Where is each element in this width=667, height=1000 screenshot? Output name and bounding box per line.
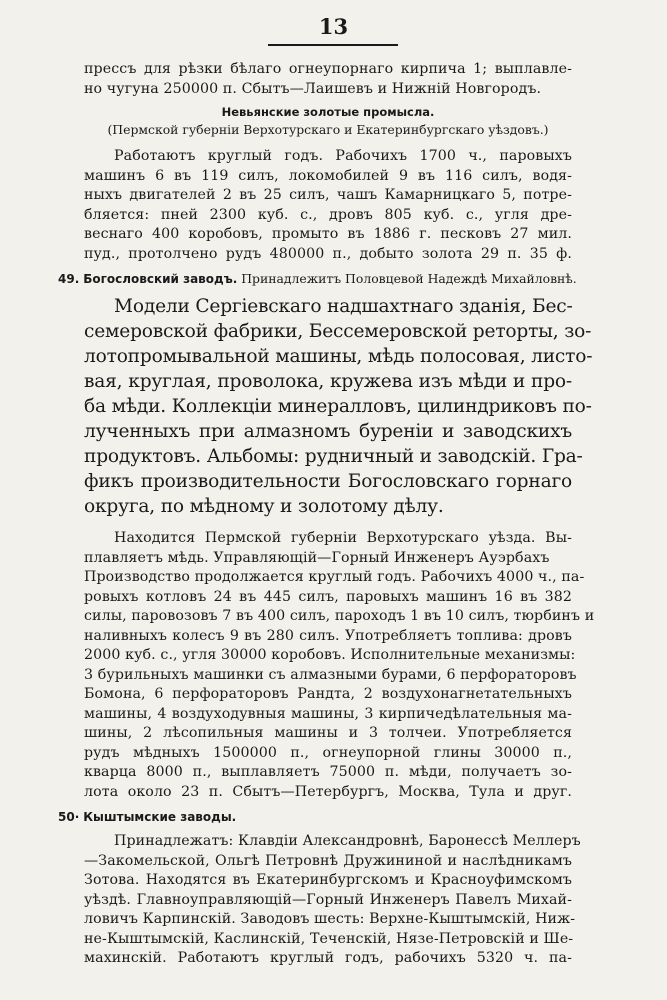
text-line: плавляетъ мѣдь. Управляющій—Горный Инженеръ Ауэрбахъ <box>84 549 550 566</box>
entry-49-heading <box>58 270 577 288</box>
entry-name: Кыштымские заводы. <box>83 810 237 824</box>
spacer <box>84 519 572 529</box>
text-line: машины, 4 воздуходувныя машины, 3 кирпичедѣлательныя ма- <box>84 705 572 722</box>
page-number: 13 <box>318 14 349 39</box>
section-title-nevyansk: Невьянские золотые промысла. <box>221 105 435 119</box>
exhibit-line: семеровской фабрики, Бессемеровской реторты, зо- <box>84 321 592 342</box>
text-line: не-Кыштымскій, Каслинскій, Теченскій, Нязе-Петровскій и Ше- <box>84 930 574 947</box>
text-line: уѣздѣ. Главноуправляющій—Горный Инженеръ Павелъ Михай- <box>84 891 572 908</box>
text-line: пуд., протолчено рудъ 480000 п., добыто золота 29 п. 35 ф. <box>84 245 572 262</box>
exhibit-line: продуктовъ. Альбомы: рудничный и заводскій. Гра- <box>84 446 583 467</box>
exhibit-line: фикъ производительности Богословскаго горнаго <box>84 471 572 492</box>
entry-50-paragraph <box>84 832 581 969</box>
exhibit-line: Модели Сергіевскаго надшахтнаго зданія, Бес- <box>114 296 573 317</box>
text-line: —Закомельской, Ольгѣ Петровнѣ Дружининой и наслѣдникамъ <box>84 852 572 869</box>
continued-paragraph <box>84 60 572 99</box>
text-line: Бомона, 6 перфораторовъ Рандта, 2 воздухонагнетательныхъ <box>84 686 572 702</box>
exhibit-line: ба мѣди. Коллекціи минералловъ, цилиндриковъ по- <box>84 396 592 417</box>
entry-49-paragraph <box>84 529 595 802</box>
text-line: Зотова. Находятся въ Екатеринбургскомъ и Красноуфимскомъ <box>84 872 572 888</box>
entry-owner: Принадлежитъ Половцевой Надеждѣ Михайловнѣ. <box>241 271 577 286</box>
entry-number: 49. <box>58 272 80 286</box>
section-location: (Пермской губерніи Верхотурскаго и Екатеринбургскаго уѣздовъ.) <box>107 122 549 137</box>
text-line: Находится Пермской губерніи Верхотурскаго уѣзда. Вы- <box>114 530 572 546</box>
entry-50-heading <box>58 808 572 826</box>
exhibit-line: лученныхъ при алмазномъ буреніи и заводскихъ <box>84 421 572 442</box>
text-line: Работаютъ круглый годъ. Рабочихъ 1700 ч., паровыхъ <box>114 148 572 164</box>
entry-name: Богословский заводъ. <box>83 272 238 286</box>
text-line: лота около 23 п. Сбытъ—Петербургъ, Москва, Тула и друг. <box>84 783 572 800</box>
entry-49-exhibit <box>84 294 593 519</box>
text-line: рудъ мѣдныхъ 1500000 п., огнеупорной глины 30000 п., <box>84 744 572 761</box>
text-line: Производство продолжается круглый годъ. Рабочихъ 4000 ч., па- <box>84 569 585 585</box>
text-line: кварца 8000 п., выплавляетъ 75000 п. мѣди, получаетъ зо- <box>84 764 572 780</box>
exhibit-line: лотопромывальной машины, мѣдь полосовая, листо- <box>84 346 593 367</box>
text-line: Принадлежатъ: Клавдіи Александровнѣ, Баронессѣ Меллеръ <box>114 833 581 849</box>
text-line: бляется: пней 2300 куб. с., дровъ 805 куб. с., угля дре- <box>84 206 572 223</box>
text-line: прессъ для рѣзки бѣлаго огнеупорнаго кирпича 1; выплавле- <box>84 61 572 77</box>
text-column <box>58 60 595 969</box>
text-line: ныхъ двигателей 2 въ 25 силъ, чашъ Камарницкаго 5, потре- <box>84 187 572 203</box>
text-line: веснаго 400 коробовъ, промыто въ 1886 г. песковъ 27 мил. <box>84 226 572 242</box>
exhibit-line: вая, круглая, проволока, кружева изъ мѣди и про- <box>84 371 572 392</box>
text-line: наливныхъ колесъ 9 въ 280 силъ. Употребляетъ топлива: дровъ <box>84 627 572 644</box>
text-line: но чугуна 250000 п. Сбытъ—Лаишевъ и Нижній Новгородъ. <box>84 80 542 97</box>
text-line: силы, паровозовъ 7 въ 400 силъ, пароходъ 1 въ 10 силъ, тюрбинъ и <box>84 608 595 624</box>
text-line: 3 бурильныхъ машинки съ алмазными бурами, 6 перфораторовъ <box>84 666 577 683</box>
text-line: ровыхъ котловъ 24 въ 445 силъ, паровыхъ машинъ 16 въ 382 <box>84 588 572 605</box>
nevyansk-paragraph <box>84 147 572 264</box>
header-rule <box>268 44 398 46</box>
text-line: ловичъ Карпинскій. Заводовъ шесть: Верхне-Кыштымскій, Ниж- <box>84 911 576 927</box>
text-line: шины, 2 лѣсопильныя машины и 3 толчеи. Употребляется <box>84 725 572 741</box>
exhibit-line: округа, по мѣдному и золотому дѣлу. <box>84 496 444 517</box>
text-line: 2000 куб. с., угля 30000 коробовъ. Исполнительные механизмы: <box>84 647 576 663</box>
text-line: махинскій. Работаютъ круглый годъ, рабочихъ 5320 ч. па- <box>84 950 572 966</box>
entry-number: 50· <box>58 810 80 824</box>
text-line: машинъ 6 въ 119 силъ, локомобилей 9 въ 116 силъ, водя- <box>84 167 572 184</box>
